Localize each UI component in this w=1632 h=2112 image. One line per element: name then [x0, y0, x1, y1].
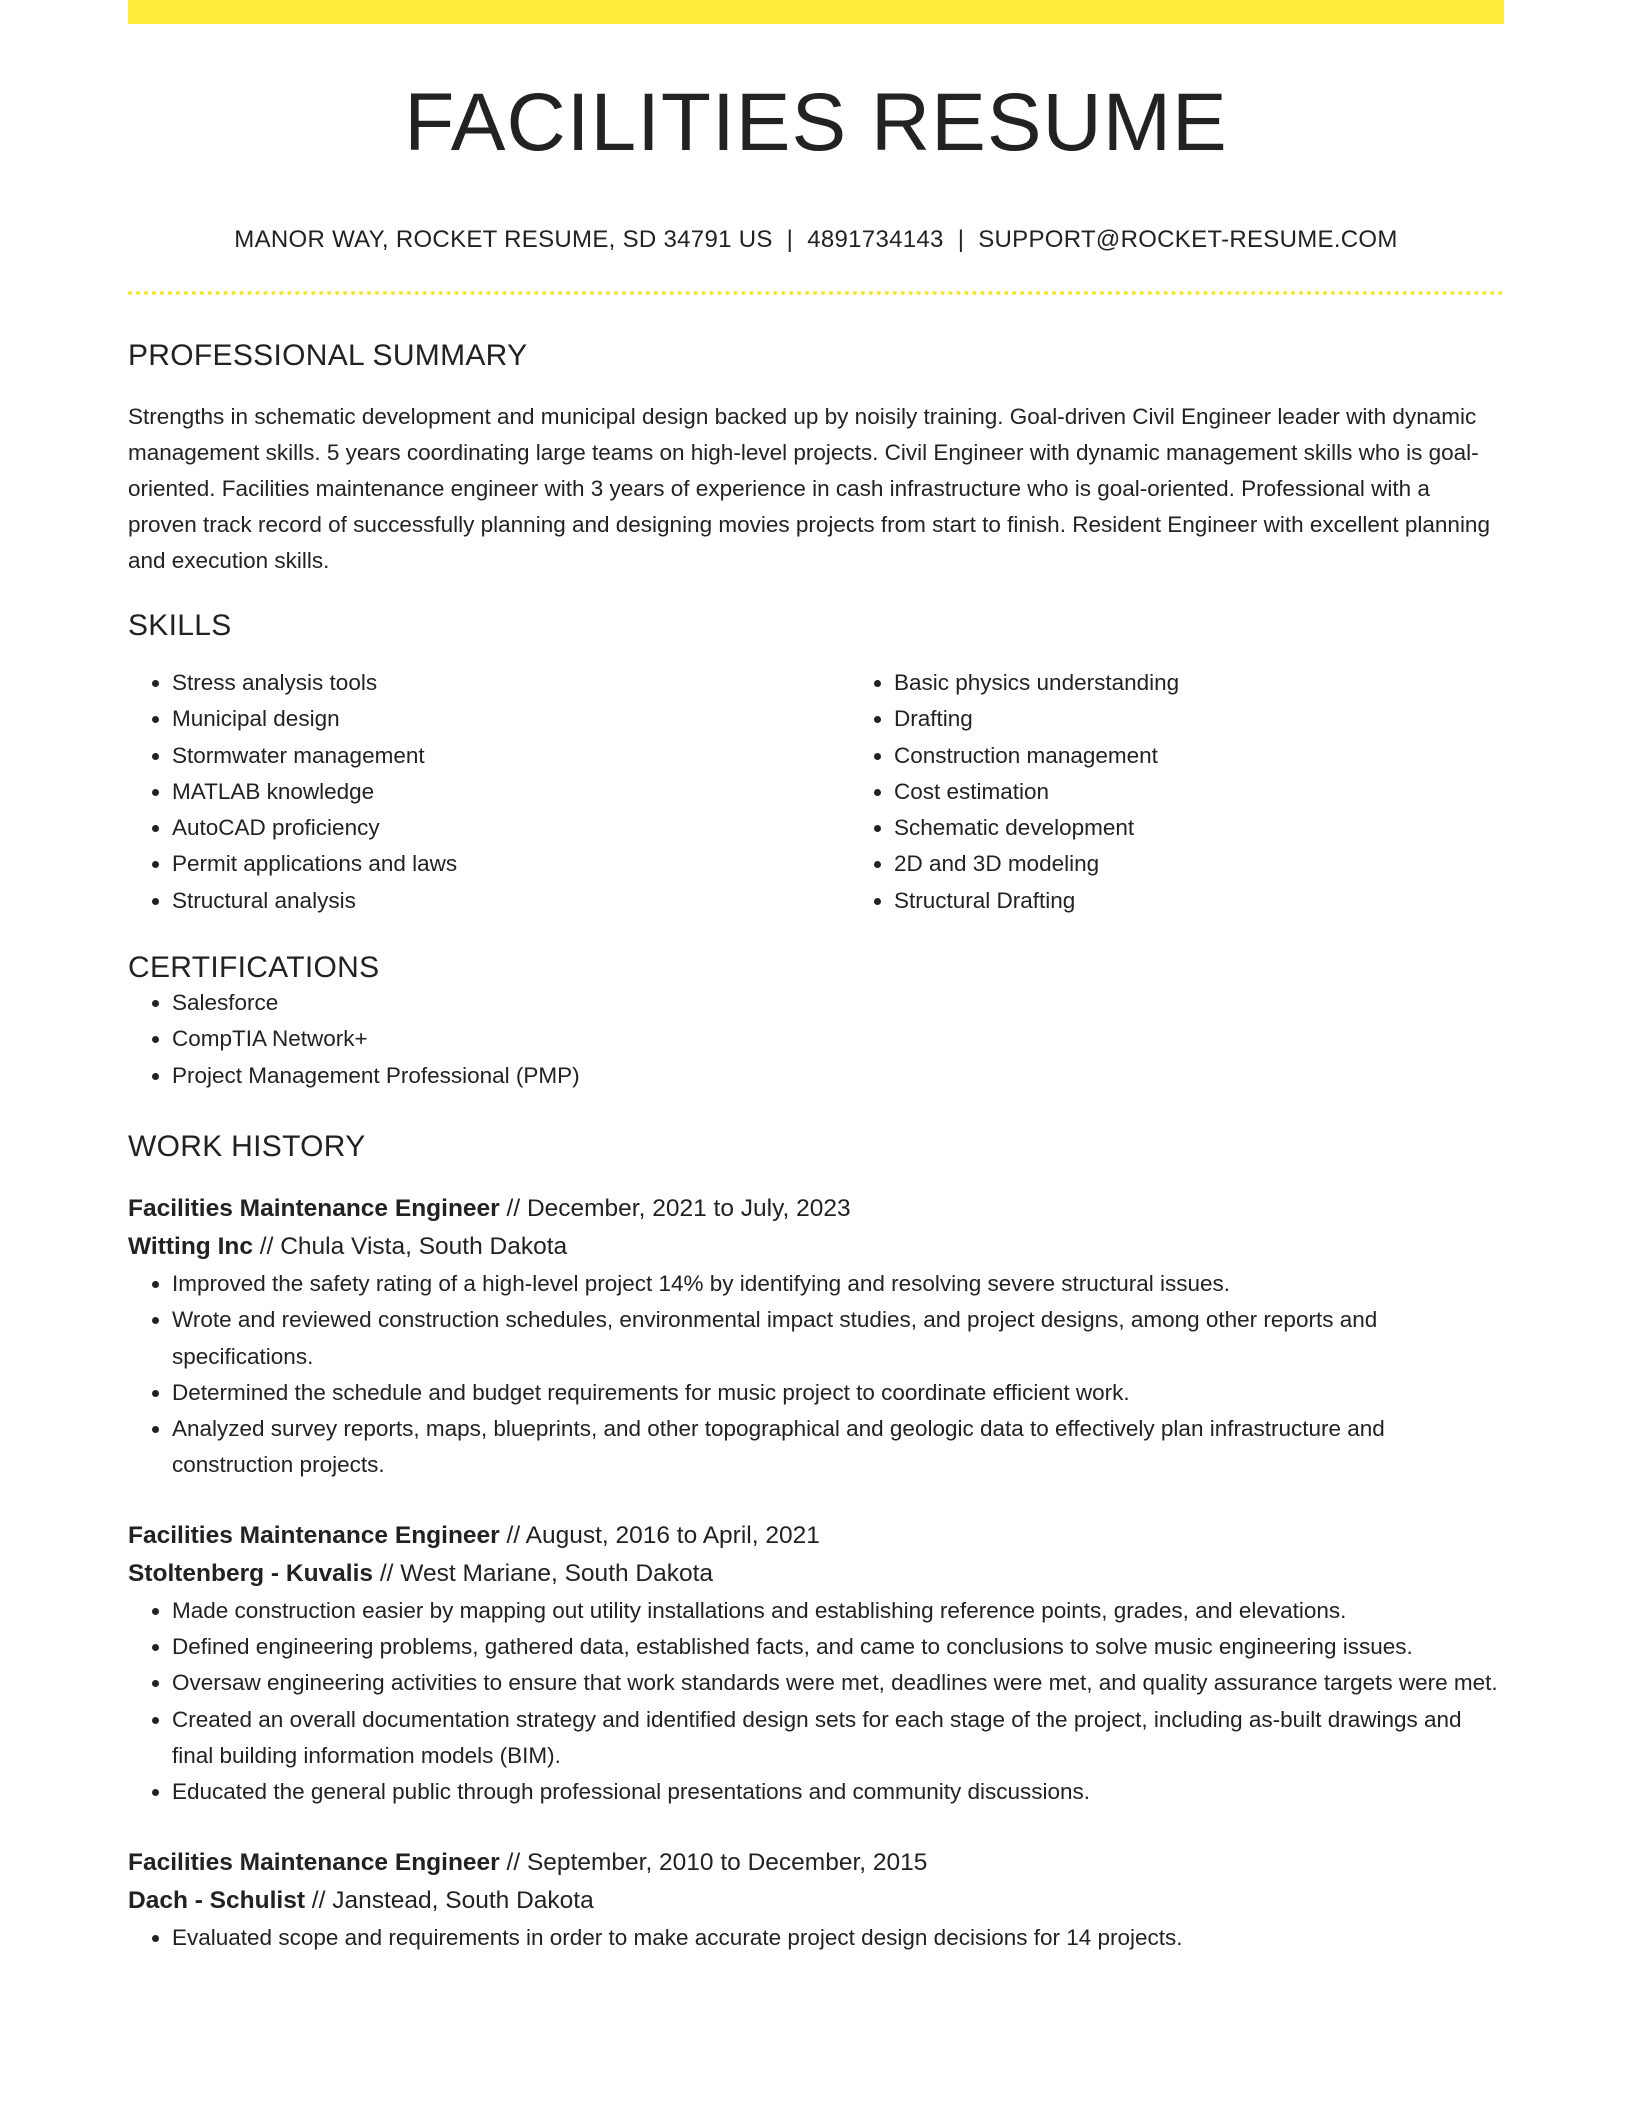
skill-item: • Stormwater management — [172, 738, 850, 774]
job-role-line — [128, 1844, 1504, 1882]
skill-item: • Construction management — [894, 738, 1572, 774]
job-role: Facilities Maintenance Engineer — [128, 1194, 500, 1222]
certification-item: • CompTIA Network+ — [172, 1021, 1504, 1057]
job-entry — [128, 1517, 1504, 1811]
skills-columns — [128, 665, 1504, 919]
skills-right-list — [850, 665, 1572, 919]
job-joiner: // — [379, 1559, 394, 1587]
job-location: Chula Vista, South Dakota — [280, 1232, 568, 1260]
job-entry — [128, 1190, 1504, 1484]
contact-line — [128, 226, 1504, 254]
contact-phone: 4891734143 — [807, 226, 944, 253]
job-bullet: • Defined engineering problems, gathered data, established facts, and came to conclusions to solve music engineering issues. — [172, 1629, 1504, 1665]
certifications-heading: CERTIFICATIONS — [128, 951, 380, 985]
header-divider — [128, 291, 1504, 295]
job-role: Facilities Maintenance Engineer — [128, 1521, 500, 1549]
job-location: Janstead, South Dakota — [332, 1886, 594, 1914]
job-company: Dach - Schulist — [128, 1886, 305, 1914]
contact-address: MANOR WAY, ROCKET RESUME, SD 34791 US — [234, 226, 773, 253]
summary-heading: PROFESSIONAL SUMMARY — [128, 339, 528, 372]
skill-item: • Permit applications and laws — [172, 846, 850, 882]
certification-item: • Project Management Professional (PMP) — [172, 1058, 1504, 1094]
top-accent-bar — [128, 0, 1504, 24]
job-joiner: // — [506, 1848, 521, 1876]
skill-item: • Structural Drafting — [894, 883, 1572, 919]
contact-separator: | — [786, 226, 794, 253]
skill-item: • Structural analysis — [172, 883, 850, 919]
skill-item: • Basic physics understanding — [894, 665, 1572, 701]
certification-item: • Salesforce — [172, 985, 1504, 1021]
job-joiner: // — [506, 1194, 521, 1222]
job-bullet: • Evaluated scope and requirements in order to make accurate project design decisions for 14 projects. — [172, 1920, 1504, 1956]
skill-item: • Drafting — [894, 701, 1572, 737]
job-bullets — [128, 1593, 1504, 1811]
skill-item: • AutoCAD proficiency — [172, 810, 850, 846]
skill-item: • Stress analysis tools — [172, 665, 850, 701]
job-company-line — [128, 1228, 1504, 1266]
work-history-heading: WORK HISTORY — [128, 1129, 366, 1163]
job-company: Stoltenberg - Kuvalis — [128, 1559, 374, 1587]
job-location: West Mariane, South Dakota — [400, 1559, 714, 1587]
job-role: Facilities Maintenance Engineer — [128, 1848, 500, 1876]
job-bullet: • Made construction easier by mapping out utility installations and establishing reference points, grades, and elevations. — [172, 1593, 1504, 1629]
job-bullet: • Created an overall documentation strategy and identified design sets for each stage of the project, including as-built drawings and final building information models (BIM). — [172, 1702, 1504, 1775]
job-bullet: • Analyzed survey reports, maps, blueprints, and other topographical and geologic data to effectively plan infrastructure and construction projects. — [172, 1411, 1504, 1484]
contact-separator: | — [957, 226, 965, 253]
skill-item: • Cost estimation — [894, 774, 1572, 810]
job-company: Witting Inc — [128, 1232, 253, 1260]
job-bullet: • Determined the schedule and budget requirements for music project to coordinate efficient work. — [172, 1375, 1504, 1411]
job-entry — [128, 1844, 1504, 1956]
job-bullets — [128, 1266, 1504, 1484]
skill-item: • MATLAB knowledge — [172, 774, 850, 810]
job-dates: September, 2010 to December, 2015 — [526, 1848, 928, 1876]
job-bullet: • Improved the safety rating of a high-level project 14% by identifying and resolving severe structural issues. — [172, 1266, 1504, 1302]
skills-left-list — [128, 665, 850, 919]
summary-text: Strengths in schematic development and municipal design backed up by noisily training. Goal-driven Civil Engineer leader with dynamic management skills. 5 years coordinating large teams on high-level projects. Civil Engineer with dynamic management skills who is goal-oriented. Facilities maintenance engineer with 3 years of experience in cash infrastructure who is goal-oriented. Professional with a proven track record of successfully planning and designing movies projects from start to finish. Resident Engineer with excellent planning and execution skills. — [128, 404, 1490, 573]
job-bullet: • Oversaw engineering activities to ensure that work standards were met, deadlines were met, and quality assurance targets were met. — [172, 1665, 1504, 1701]
certifications-list — [128, 985, 1504, 1094]
resume-page — [128, 0, 1504, 1956]
job-bullets — [128, 1920, 1504, 1956]
job-joiner: // — [506, 1521, 521, 1549]
job-dates: December, 2021 to July, 2023 — [526, 1194, 851, 1222]
job-role-line — [128, 1517, 1504, 1555]
skill-item: • Municipal design — [172, 701, 850, 737]
skill-item: • 2D and 3D modeling — [894, 846, 1572, 882]
resume-title: FACILITIES RESUME — [404, 77, 1228, 168]
job-joiner: // — [259, 1232, 274, 1260]
job-company-line — [128, 1555, 1504, 1593]
job-dates: August, 2016 to April, 2021 — [525, 1521, 820, 1549]
skill-item: • Schematic development — [894, 810, 1572, 846]
job-bullet: • Educated the general public through professional presentations and community discussions. — [172, 1774, 1504, 1810]
job-role-line — [128, 1190, 1504, 1228]
contact-email: SUPPORT@ROCKET-RESUME.COM — [978, 226, 1398, 253]
job-company-line — [128, 1882, 1504, 1920]
job-joiner: // — [311, 1886, 326, 1914]
skills-heading: SKILLS — [128, 609, 232, 642]
job-bullet: • Wrote and reviewed construction schedules, environmental impact studies, and project designs, among other reports and specifications. — [172, 1302, 1504, 1375]
